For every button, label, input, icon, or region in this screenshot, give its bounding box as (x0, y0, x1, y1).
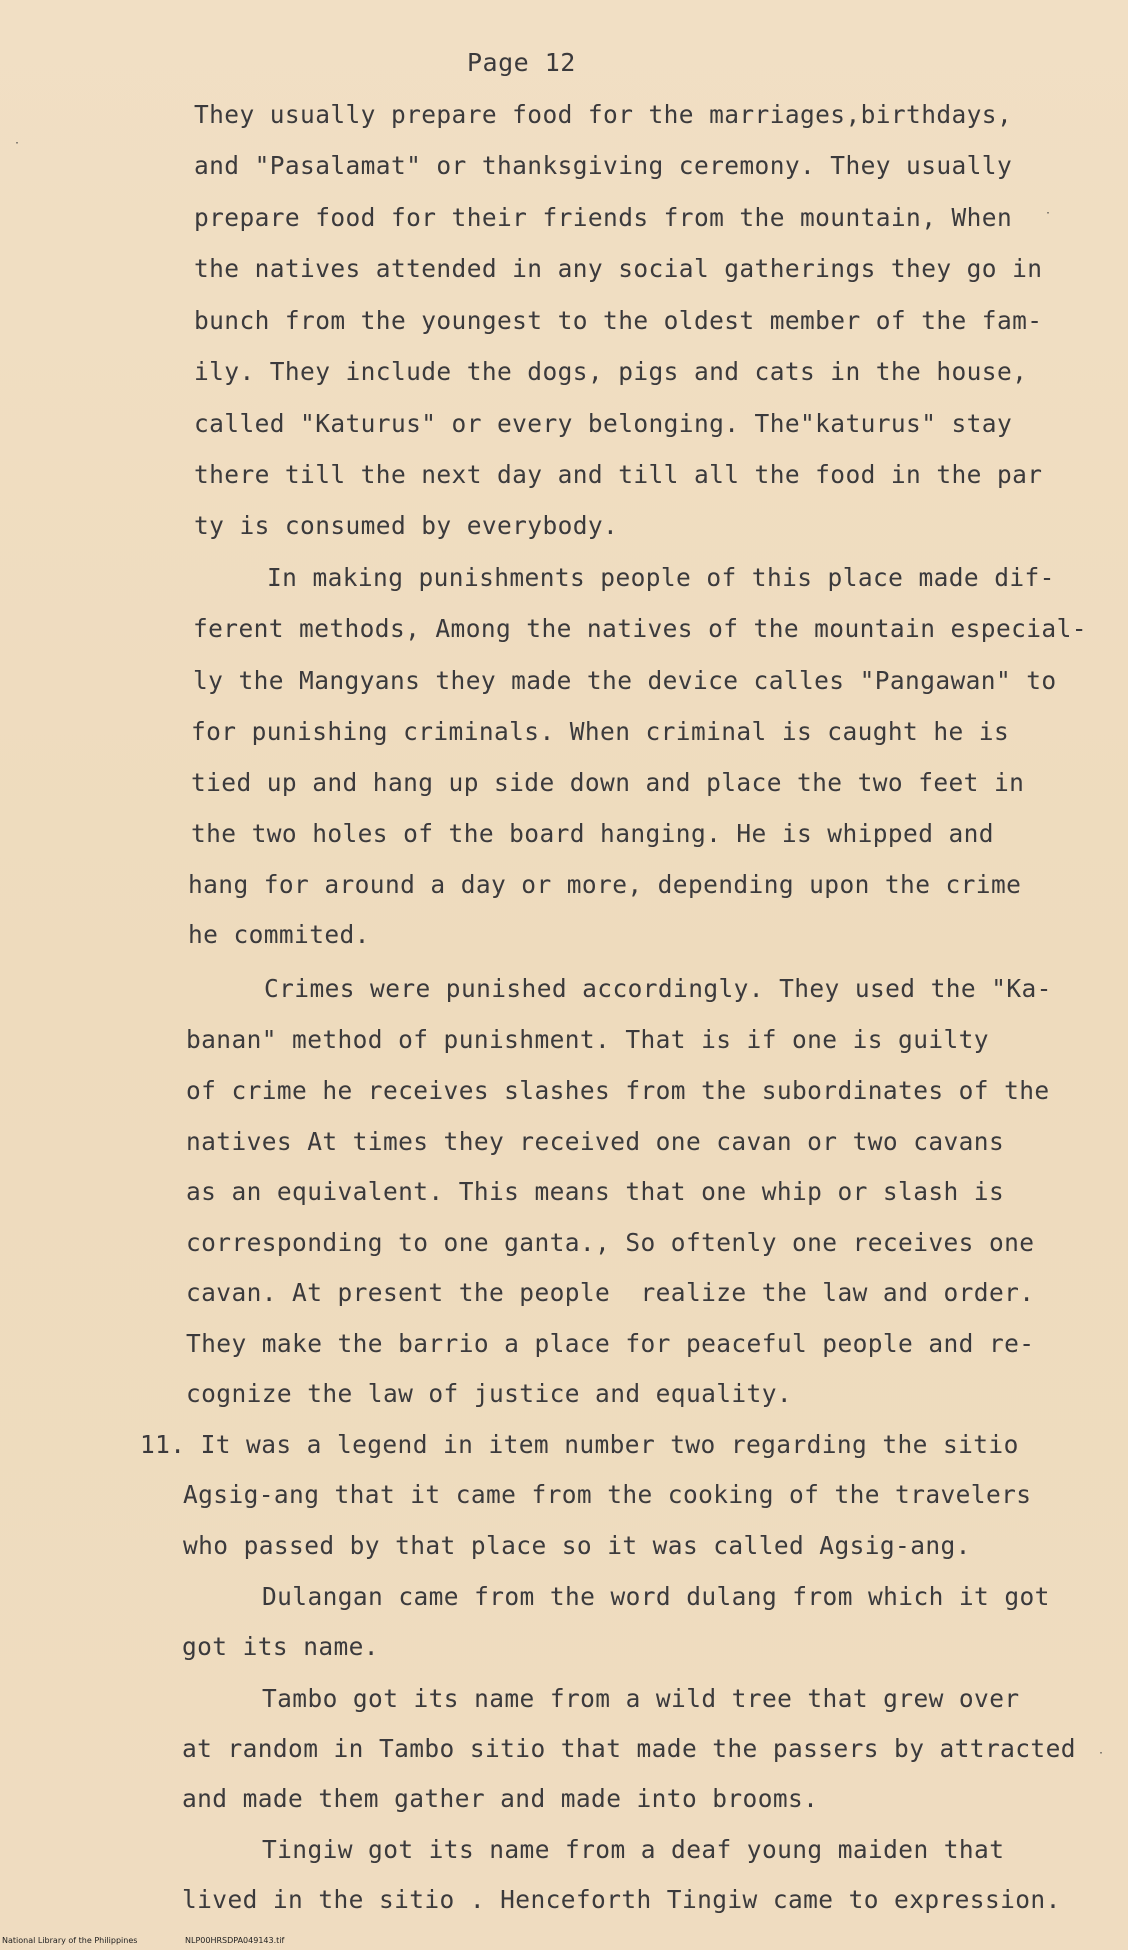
text-line: the two holes of the board hanging. He is whipped and (191, 819, 994, 848)
text-line: Crimes were punished accordingly. They used the "Ka- (264, 974, 1052, 1003)
text-line: ferent methods, Among the natives of the mountain especial- (193, 614, 1087, 643)
text-line: and "Pasalamat" or thanksgiving ceremony. They usually (194, 151, 1013, 180)
text-line: there till the next day and till all the food in the par (194, 460, 1043, 489)
paper-speck: · (14, 138, 21, 149)
text-line: prepare food for their friends from the mountain, When (194, 203, 1013, 232)
text-line: and made them gather and made into brooms. (182, 1784, 819, 1813)
text-line: ty is consumed by everybody. (194, 511, 619, 540)
text-line: hang for around a day or more, depending upon the crime (188, 870, 1022, 899)
text-line: ily. They include the dogs, pigs and cats in the house, (194, 357, 1028, 386)
text-line: They make the barrio a place for peaceful people and re- (186, 1329, 1035, 1358)
text-line: got its name. (182, 1632, 379, 1661)
page-number: Page 12 (467, 48, 576, 77)
text-line: cavan. At present the people realize the law and order. (186, 1278, 1035, 1307)
text-line: bunch from the youngest to the oldest member of the fam- (194, 306, 1043, 335)
scan-footer (0, 1934, 1128, 1950)
text-line: he commited. (188, 920, 370, 949)
text-line: called "Katurus" or every belonging. The"katurus" stay (194, 409, 1013, 438)
text-line: for punishing criminals. When criminal is caught he is (191, 717, 1010, 746)
text-line: Dulangan came from the word dulang from which it got (262, 1582, 1050, 1611)
text-line: Tingiw got its name from a deaf young maiden that (262, 1835, 1005, 1864)
text-line: of crime he receives slashes from the subordinates of the (186, 1076, 1050, 1105)
text-line: ly the Mangyans they made the device calles "Pangawan" to (193, 666, 1057, 695)
text-line: They usually prepare food for the marriages,birthdays, (194, 100, 1013, 129)
text-line: Agsig-ang that it came from the cooking of the travelers (183, 1480, 1032, 1509)
text-line: at random in Tambo sitio that made the passers by attracted (182, 1734, 1076, 1763)
text-line: natives At times they received one cavan or two cavans (186, 1127, 1005, 1156)
text-line: lived in the sitio . Henceforth Tingiw came to expression. (182, 1885, 1061, 1914)
text-line: 11. It was a legend in item number two regarding the sitio (140, 1430, 1019, 1459)
text-line: cognize the law of justice and equality. (186, 1379, 793, 1408)
footer-library: National Library of the Philippines (2, 1936, 138, 1945)
paper-speck: · (1045, 208, 1052, 219)
text-line: who passed by that place so it was called Agsig-ang. (183, 1531, 971, 1560)
paper-speck: · (1098, 1748, 1105, 1759)
text-line: Tambo got its name from a wild tree that grew over (262, 1684, 1020, 1713)
text-line: tied up and hang up side down and place the two feet in (191, 768, 1025, 797)
text-line: In making punishments people of this place made dif- (267, 563, 1055, 592)
text-line: the natives attended in any social gatherings they go in (194, 254, 1043, 283)
text-line: corresponding to one ganta., So oftenly one receives one (186, 1228, 1035, 1257)
text-line: as an equivalent. This means that one whip or slash is (186, 1177, 1005, 1206)
text-line: banan" method of punishment. That is if one is guilty (186, 1025, 989, 1054)
footer-file-id: NLP00HRSDPA049143.tif (185, 1936, 285, 1945)
